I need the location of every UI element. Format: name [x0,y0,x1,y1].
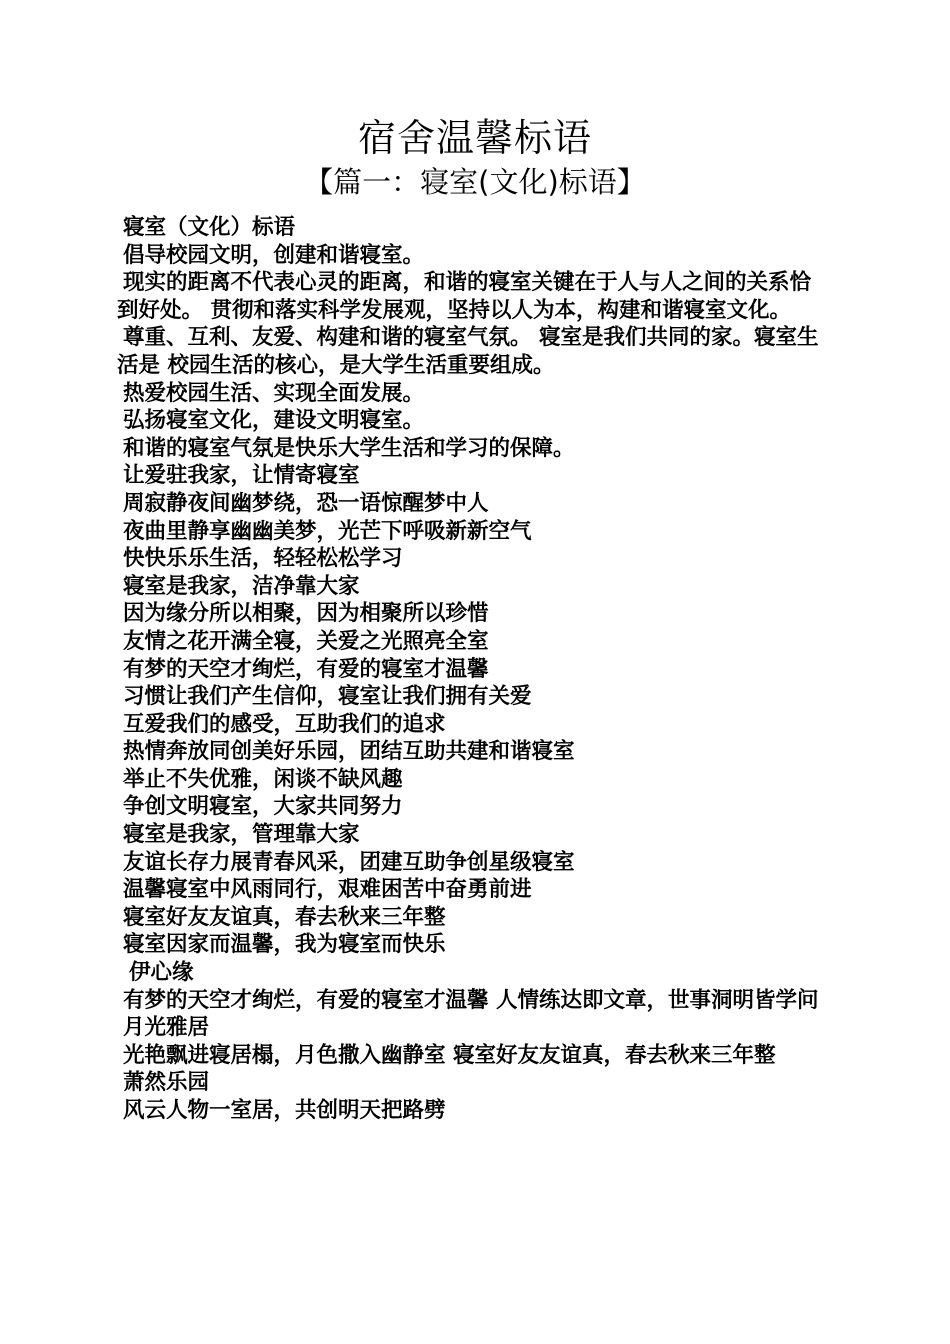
paragraph: 夜曲里静享幽幽美梦，光芒下呼吸新新空气 [123,518,532,544]
paragraph: 习惯让我们产生信仰，寝室让我们拥有关爱 [123,684,532,710]
document-subtitle: 【篇一：寝室(文化)标语】 [304,165,646,199]
paragraph: 现实的距离不代表心灵的距离，和谐的寝室关键在于人与人之间的关系恰到好处。 贯彻和落实科学发展观，坚持以人为本，构建和谐寝室文化。 [117,270,812,323]
paragraph: 弘扬寝室文化，建设文明寝室。 [123,408,425,434]
paragraph: 友情之花开满全寝，关爱之光照亮全室 [123,628,489,654]
paragraph: 光艳飘进寝居榻，月色撒入幽静室 寝室好友友谊真，春去秋来三年整 [123,1042,776,1068]
paragraph: 尊重、互利、友爱、构建和谐的寝室气氛。 寝室是我们共同的家。寝室生活是 校园生活的核心，是大学生活重要组成。 [117,325,819,378]
paragraph: 寝室因家而温馨，我为寝室而快乐 [123,932,446,958]
paragraph: 快快乐乐生活，轻轻松松学习 [123,546,403,572]
paragraph: 友谊长存力展青春风采，团建互助争创星级寝室 [123,849,575,875]
paragraph: 和谐的寝室气氛是快乐大学生活和学习的保障。 [123,435,575,461]
paragraph: 互爱我们的感受，互助我们的追求 [123,711,446,737]
section-heading: 月光雅居 [123,1015,210,1041]
paragraph: 争创文明寝室，大家共同努力 [123,794,403,820]
paragraph: 因为缘分所以相聚，因为相聚所以珍惜 [123,601,489,627]
paragraph: 有梦的天空才绚烂，有爱的寝室才温馨 人情练达即文章，世事洞明皆学问 [123,987,819,1013]
section-heading: 萧然乐园 [123,1070,210,1096]
paragraph: 让爱驻我家，让情寄寝室 [123,463,360,489]
paragraph: 寝室好友友谊真，春去秋来三年整 [123,904,446,930]
paragraph: 举止不失优雅，闲谈不缺风趣 [123,766,403,792]
paragraph: 有梦的天空才绚烂，有爱的寝室才温馨 [123,656,489,682]
section-heading: 伊心缘 [129,960,194,986]
paragraph: 热情奔放同创美好乐园，团结互助共建和谐寝室 [123,739,575,765]
document-body [117,214,832,1125]
paragraph: 风云人物一室居，共创明天把路劈 [123,1098,446,1123]
paragraph: 寝室（文化）标语 [123,215,296,240]
paragraph: 热爱校园生活、实现全面发展。 [123,380,425,406]
paragraph: 倡导校园文明，创建和谐寝室。 [123,242,425,268]
paragraph: 温馨寝室中风雨同行，艰难困苦中奋勇前进 [123,877,532,903]
document-title: 宿舍温馨标语 [357,116,592,160]
paragraph: 周寂静夜间幽梦绕，恐一语惊醒梦中人 [123,490,489,516]
paragraph: 寝室是我家，洁净靠大家 [123,573,360,599]
paragraph: 寝室是我家，管理靠大家 [123,822,360,848]
